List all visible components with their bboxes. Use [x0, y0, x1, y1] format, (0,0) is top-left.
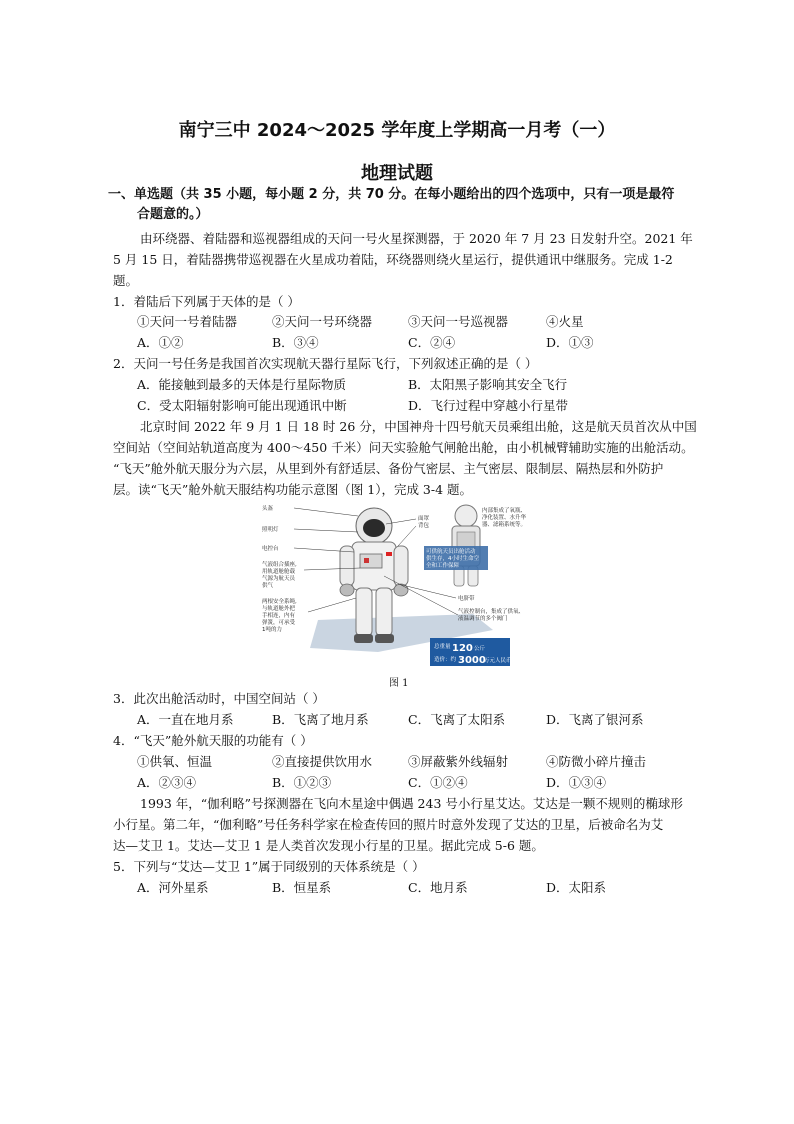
- passage-line: “飞天”舱外航天服分为六层，从里到外有舒适层、备份气密层、主气密层、限制层、隔热层和外防护: [113, 461, 664, 476]
- passage-line: 由环绕器、着陆器和巡视器组成的天问一号火星探测器，于 2020 年 7 月 23 日发射升空。2021 年: [140, 231, 693, 246]
- q5-option-b[interactable]: B．恒星系: [272, 880, 332, 895]
- label-backpack-inner: 内部集成了氧瓶、: [482, 508, 527, 514]
- label-life-support: 全和工作保障: [426, 563, 460, 569]
- question-1-stem: 1．着陆后下列属于天体的是（ ）: [113, 294, 300, 309]
- q4-option-b[interactable]: B．①②③: [272, 775, 332, 790]
- weight-unit: 公斤: [474, 646, 486, 652]
- q1-item: ②天问一号环绕器: [272, 314, 373, 329]
- label-gas-socket: 用轨道舱舱载: [262, 569, 296, 575]
- q5-option-c[interactable]: C．地月系: [408, 880, 468, 895]
- q4-item: ②直接提供饮用水: [272, 754, 373, 769]
- label-backpack: 背包: [418, 523, 430, 529]
- question-4-stem: 4．“飞天”舱外航天服的功能有（ ）: [113, 733, 313, 748]
- q4-item: ③屏蔽紫外线辐射: [408, 754, 509, 769]
- label-backpack-inner: 器、滤箱系统等。: [482, 522, 527, 528]
- q1-option-b[interactable]: B．③④: [272, 335, 319, 350]
- q1-option-d[interactable]: D．①③: [546, 335, 594, 350]
- q2-option-d[interactable]: D．飞行过程中穿越小行星带: [408, 398, 569, 413]
- backpack-illustration: [452, 505, 480, 586]
- q3-option-b[interactable]: B．飞离了地月系: [272, 712, 369, 727]
- question-3-stem: 3．此次出舱活动时，中国空间站（ ）: [113, 691, 325, 706]
- q5-option-a[interactable]: A．河外星系: [137, 880, 209, 895]
- spacesuit-diagram: [258, 502, 528, 670]
- q1-item: ③天问一号巡视器: [408, 314, 509, 329]
- passage-line: 层。读“飞天”舱外航天服结构功能示意图（图 1），完成 3-4 题。: [113, 482, 473, 497]
- spacesuit-figure: [258, 502, 528, 670]
- section-heading-cont: 合题意的。）: [137, 207, 209, 222]
- q4-option-c[interactable]: C．①②④: [408, 775, 468, 790]
- label-valve-console: 液温调节的多个阀门: [458, 616, 508, 622]
- q1-option-c[interactable]: C．②④: [408, 335, 456, 350]
- cost-value: 3000: [458, 655, 486, 666]
- label-backpack-inner: 净化装置、水升华: [482, 515, 527, 521]
- figure-caption: 图 1: [389, 678, 409, 689]
- label-safety-rope: 弹簧，可承受: [262, 620, 296, 626]
- label-life-support: 供生存，4小时生命空: [426, 556, 479, 562]
- label-cost: 造价：约: [434, 657, 457, 663]
- label-weight: 总重量: [434, 644, 451, 650]
- label-visor: 面罩: [418, 516, 430, 522]
- label-gas-socket: 气液组合插座,: [262, 562, 297, 568]
- label-safety-rope: 与轨道舱外把: [262, 606, 296, 612]
- passage-line: 小行星。第二年，“伽利略”号任务科学家在检查传回的照片时意外发现了艾达的卫星，后被命名为艾: [113, 817, 664, 832]
- q2-option-b[interactable]: B．太阳黑子影响其安全飞行: [408, 377, 568, 392]
- question-2-stem: 2．天问一号任务是我国首次实现航天器行星际飞行，下列叙述正确的是（ ）: [113, 356, 538, 371]
- q2-option-c[interactable]: C．受太阳辐射影响可能出现通讯中断: [137, 398, 347, 413]
- q5-option-d[interactable]: D．太阳系: [546, 880, 607, 895]
- label-safety-rope: 1吨的力: [262, 627, 282, 633]
- q3-option-a[interactable]: A．一直在地月系: [137, 712, 234, 727]
- label-safety-rope: 两根安全系绳,: [262, 599, 297, 605]
- q1-option-a[interactable]: A．①②: [137, 335, 184, 350]
- q4-item: ①供氧、恒温: [137, 754, 213, 769]
- q4-option-d[interactable]: D．①③④: [546, 775, 607, 790]
- q2-option-a[interactable]: A．能接触到最多的天体是行星际物质: [137, 377, 347, 392]
- q1-item: ①天问一号着陆器: [137, 314, 238, 329]
- label-gas-socket: 气源为航天员: [262, 576, 296, 582]
- q3-option-d[interactable]: D．飞离了银河系: [546, 712, 644, 727]
- label-gas-socket: 供气: [262, 583, 274, 589]
- label-helmet: 头盔: [262, 506, 274, 512]
- exam-subtitle: 地理试题: [361, 163, 433, 184]
- passage-line: 空间站（空间站轨道高度为 400～450 千米）问天实验舱气闸舱出舱，由小机械臂辅助实施的出舱活动。: [113, 440, 694, 455]
- weight-value: 120: [452, 643, 473, 654]
- label-light: 照明灯: [262, 527, 279, 533]
- label-life-support: 可供航天员出舱活动: [426, 549, 476, 555]
- exam-title: 南宁三中 2024～2025 学年度上学期高一月考（一）: [178, 120, 616, 141]
- section-heading: 一、单选题（共 35 小题，每小题 2 分，共 70 分。在每小题给出的四个选项中，只有一项是最符: [108, 187, 675, 202]
- label-valve-console: 气液控制台，集成了供氧、: [458, 609, 525, 615]
- q4-option-a[interactable]: A．②③④: [137, 775, 197, 790]
- label-console: 电控台: [262, 546, 279, 552]
- q4-item: ④防微小碎片撞击: [546, 754, 647, 769]
- label-umbilical: 电脐带: [458, 596, 475, 602]
- label-safety-rope: 手相连，内有: [262, 613, 296, 619]
- passage-line: 5 月 15 日，着陆器携带巡视器在火星成功着陆，环绕器则绕火星运行，提供通讯中继服务。完成 1-2: [113, 252, 673, 267]
- question-5-stem: 5．下列与“艾达—艾卫 1”属于同级别的天体系统是（ ）: [113, 859, 425, 874]
- q3-option-c[interactable]: C．飞离了太阳系: [408, 712, 506, 727]
- passage-line: 达—艾卫 1。艾达—艾卫 1 是人类首次发现小行星的卫星。据此完成 5-6 题。: [113, 838, 544, 853]
- q1-item: ④火星: [546, 314, 584, 329]
- passage-line: 北京时间 2022 年 9 月 1 日 18 时 26 分，中国神舟十四号航天员乘组出舱，这是航天员首次从中国: [140, 419, 697, 434]
- passage-line: 题。: [113, 273, 139, 288]
- cost-unit: 万元人民币: [484, 658, 512, 664]
- passage-line: 1993 年，“伽利略”号探测器在飞向木星途中偶遇 243 号小行星艾达。艾达是一颗不规则的椭球形: [140, 796, 683, 811]
